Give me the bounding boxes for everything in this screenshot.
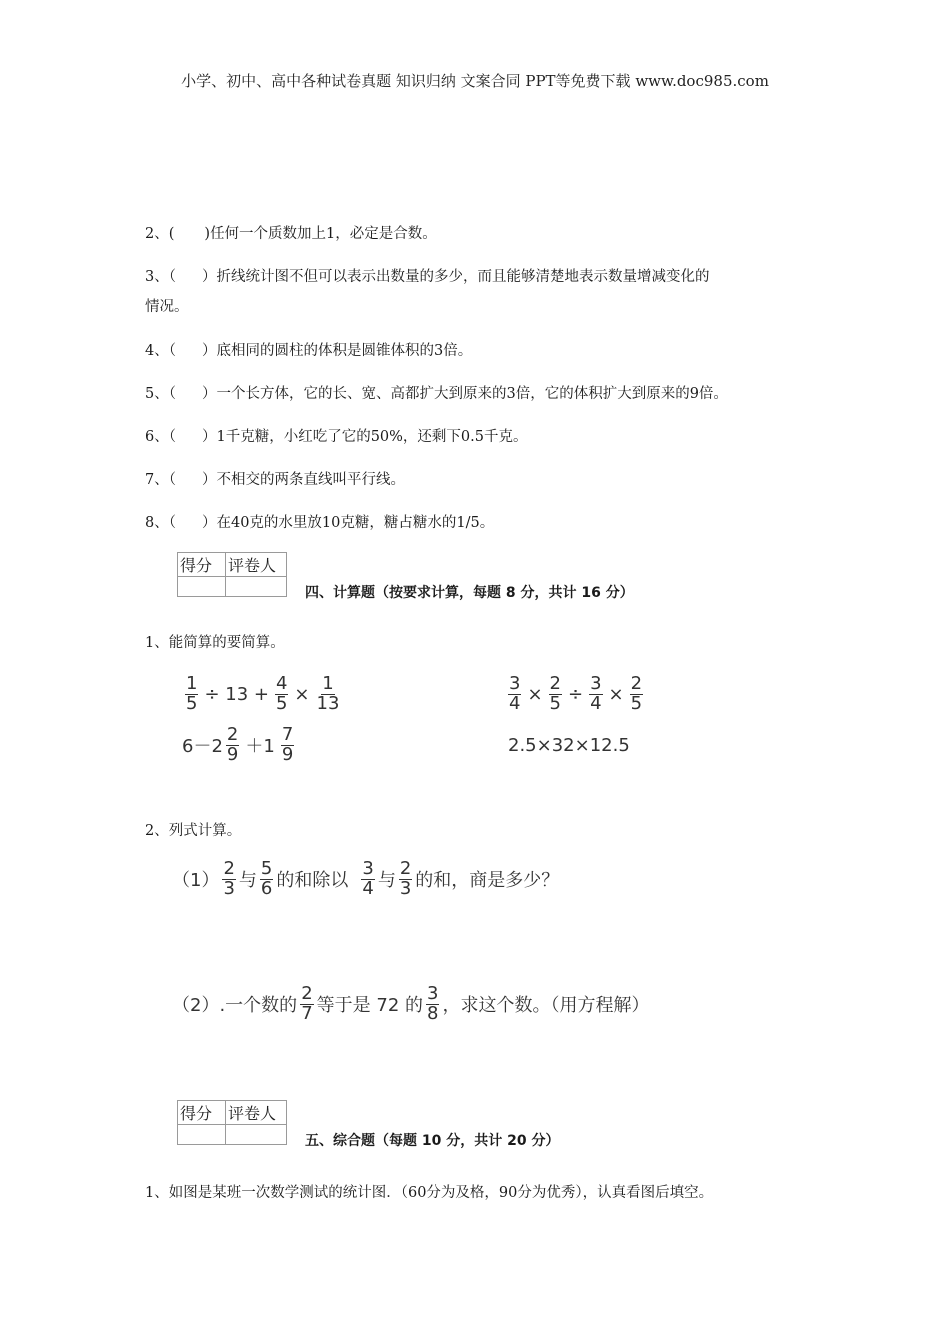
section4-title: 四、计算题（按要求计算，每题 8 分，共计 16 分） bbox=[305, 585, 634, 601]
fraction: $\frac{4}{5}$ bbox=[275, 673, 288, 714]
judge-item-7: 7、（ ）不相交的两条直线叫平行线。 bbox=[145, 472, 405, 488]
problem-2: （2）.一个数的 $\frac{2}{7}$ 等于是 72 的 $\frac{3}{8}$ ，求这个数。（用方程解） bbox=[172, 983, 650, 1024]
expression-1: $\frac{1}{5}$ ÷ 13 + $\frac{4}{5}$ × $\frac{1}{13}$ bbox=[186, 673, 340, 714]
section5-q1: 1、如图是某班一次数学测试的统计图．（60分为及格，90分为优秀），认真看图后填空。 bbox=[145, 1185, 714, 1201]
section5-title: 五、综合题（每题 10 分，共计 20 分） bbox=[305, 1133, 560, 1149]
fraction: $\frac{1}{13}$ bbox=[316, 673, 340, 714]
grader-cell bbox=[226, 1125, 287, 1145]
fraction: $\frac{5}{6}$ bbox=[260, 858, 273, 899]
expression-2: $\frac{3}{4}$ × $\frac{2}{5}$ ÷ $\frac{3}{4}$ × $\frac{2}{5}$ bbox=[509, 673, 643, 714]
score-table-section4 bbox=[177, 552, 287, 597]
score-label: 得分 bbox=[178, 1101, 226, 1125]
score-cell bbox=[178, 1125, 226, 1145]
judge-item-3-continuation: 情况。 bbox=[145, 299, 189, 315]
score-table-section5 bbox=[177, 1100, 287, 1145]
page-header: 小学、初中、高中各种试卷真题 知识归纳 文案合同 PPT等免费下载 www.doc985.com bbox=[181, 72, 769, 90]
grader-label: 评卷人 bbox=[226, 1101, 287, 1125]
fraction: $\frac{1}{5}$ bbox=[186, 673, 198, 714]
fraction: $\frac{2}{3}$ bbox=[223, 858, 235, 899]
expression-4: 2.5×32×12.5 bbox=[508, 735, 630, 756]
fraction: $\frac{7}{9}$ bbox=[281, 724, 294, 765]
fraction: $\frac{2}{5}$ bbox=[630, 673, 643, 714]
judge-item-8: 8、（ ）在40克的水里放10克糖，糖占糖水的1/5。 bbox=[145, 515, 495, 531]
fraction: $\frac{2}{5}$ bbox=[549, 673, 561, 714]
judge-item-6: 6、（ ）1千克糖，小红吃了它的50%，还剩下0.5千克。 bbox=[145, 429, 528, 445]
judge-item-2: 2、( )任何一个质数加上1，必定是合数。 bbox=[145, 226, 437, 242]
fraction: $\frac{2}{3}$ bbox=[399, 858, 412, 899]
judge-item-4: 4、（ ）底相同的圆柱的体积是圆锥体积的3倍。 bbox=[145, 343, 473, 359]
score-label: 得分 bbox=[178, 553, 226, 577]
fraction: $\frac{3}{4}$ bbox=[509, 673, 521, 714]
judge-item-5: 5、（ ）一个长方体，它的长、宽、高都扩大到原来的3倍，它的体积扩大到原来的9倍。 bbox=[145, 386, 728, 402]
expression-3: 6－2 $\frac{2}{9}$ ＋1 $\frac{7}{9}$ bbox=[182, 724, 294, 765]
fraction: $\frac{3}{4}$ bbox=[590, 673, 602, 714]
section4-q1: 1、能简算的要简算。 bbox=[145, 635, 285, 651]
fraction: $\frac{2}{9}$ bbox=[226, 724, 239, 765]
section4-q2: 2、列式计算。 bbox=[145, 823, 242, 839]
fraction: $\frac{2}{7}$ bbox=[301, 983, 313, 1024]
score-cell bbox=[178, 577, 226, 597]
fraction: $\frac{3}{4}$ bbox=[362, 858, 374, 899]
problem-1: （1） $\frac{2}{3}$ 与 $\frac{5}{6}$ 的和除以 $\frac{3}{4}$ 与 $\frac{2}{3}$ 的和，商是多少？ bbox=[172, 858, 560, 899]
fraction: $\frac{3}{8}$ bbox=[427, 983, 439, 1024]
grader-label: 评卷人 bbox=[226, 553, 287, 577]
judge-item-3: 3、（ ）折线统计图不但可以表示出数量的多少，而且能够清楚地表示数量增减变化的 bbox=[145, 269, 710, 285]
grader-cell bbox=[226, 577, 287, 597]
